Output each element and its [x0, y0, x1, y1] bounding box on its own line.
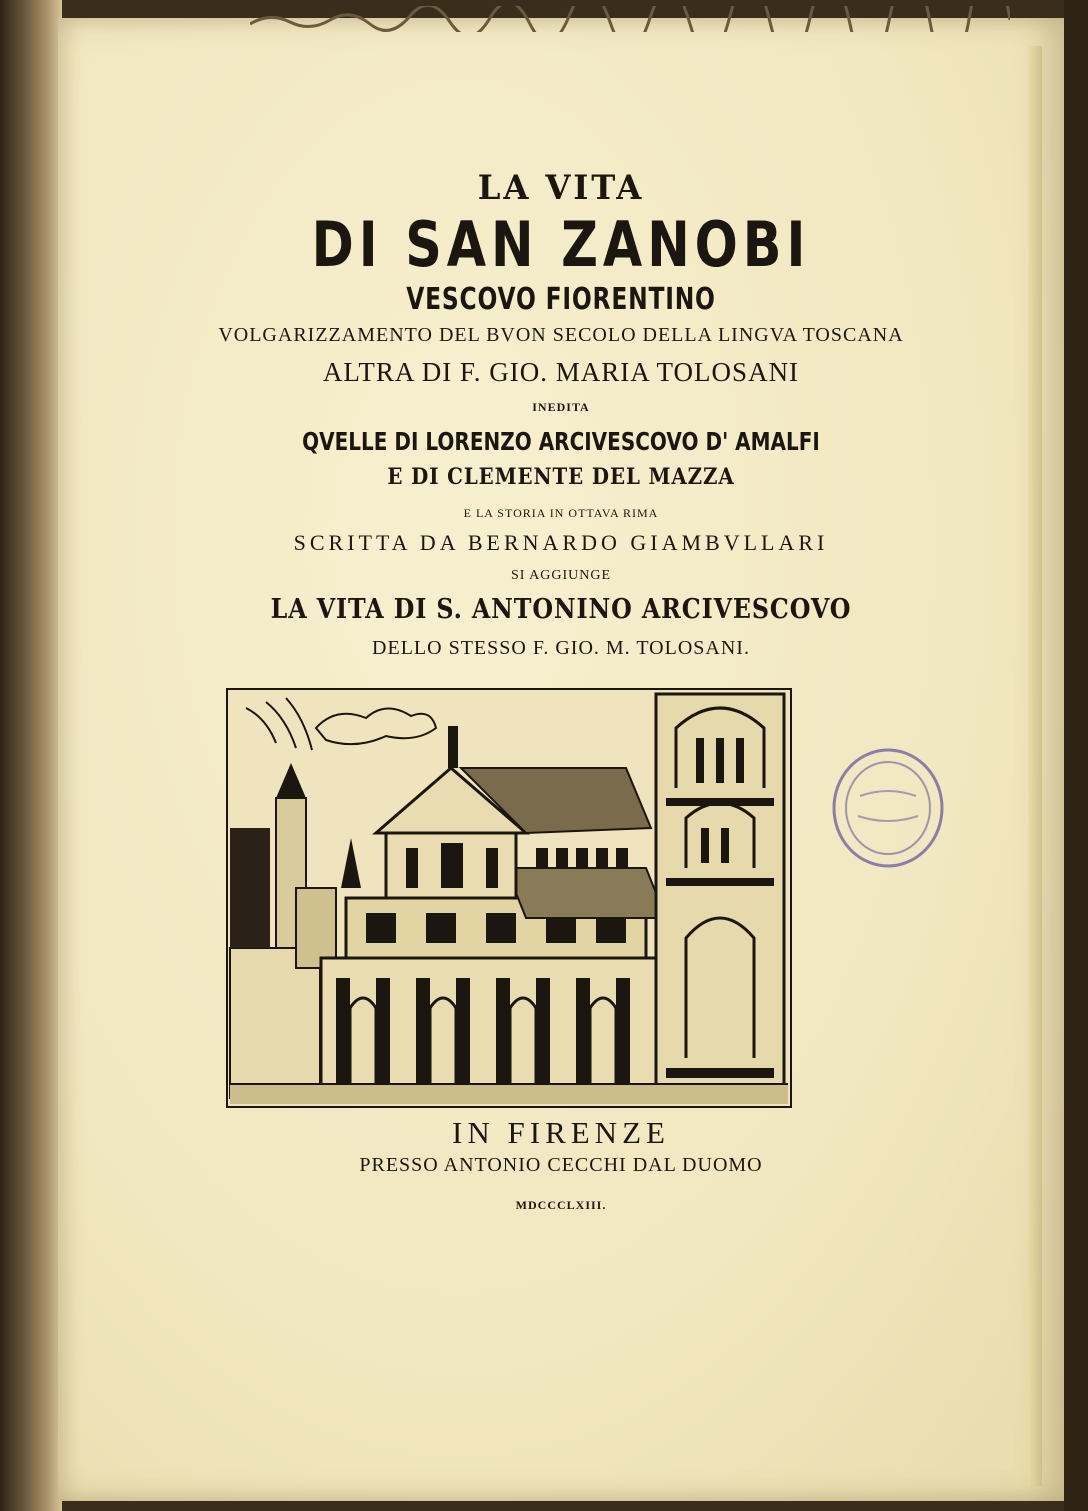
title-line-6: INEDITA: [532, 400, 590, 414]
ragged-top-edge: [250, 6, 1010, 32]
library-stamp: [830, 746, 946, 870]
title-line-11: SI AGGIUNGE: [510, 568, 612, 583]
main-title: DI SAN ZANOBI: [311, 208, 811, 281]
title-line-13: DELLO STESSO F. GIO. M. TOLOSANI.: [372, 637, 750, 659]
title-line-5: ALTRA DI F. GIO. MARIA TOLOSANI: [322, 357, 800, 387]
title-line-10: SCRITTA DA BERNARDO GIAMBVLLARI: [293, 530, 829, 555]
title-line-8: E DI CLEMENTE DEL MAZZA: [387, 464, 735, 490]
scan-background: [1064, 0, 1088, 1511]
imprint-city: IN FIRENZE: [452, 1115, 670, 1150]
imprint-publisher: PRESSO ANTONIO CECCHI DAL DUOMO: [359, 1154, 763, 1176]
page-edge: [1028, 46, 1042, 1486]
title-line-12: LA VITA DI S. ANTONINO ARCIVESCOVO: [270, 594, 852, 625]
title-line-1: LA VITA: [477, 168, 645, 208]
binding-edge: [0, 0, 62, 1511]
title-line-7: QVELLE DI LORENZO ARCIVESCOVO D' AMALFI: [302, 427, 820, 456]
title-line-9: E LA STORIA IN OTTAVA RIMA: [463, 506, 659, 520]
title-line-4: VOLGARIZZAMENTO DEL BVON SECOLO DELLA LINGVA TOSCANA: [218, 324, 904, 346]
imprint-year: MDCCCLXIII.: [515, 1198, 607, 1212]
woodcut-church-illustration: [226, 688, 792, 1108]
title-subtitle: VESCOVO FIORENTINO: [406, 282, 716, 317]
